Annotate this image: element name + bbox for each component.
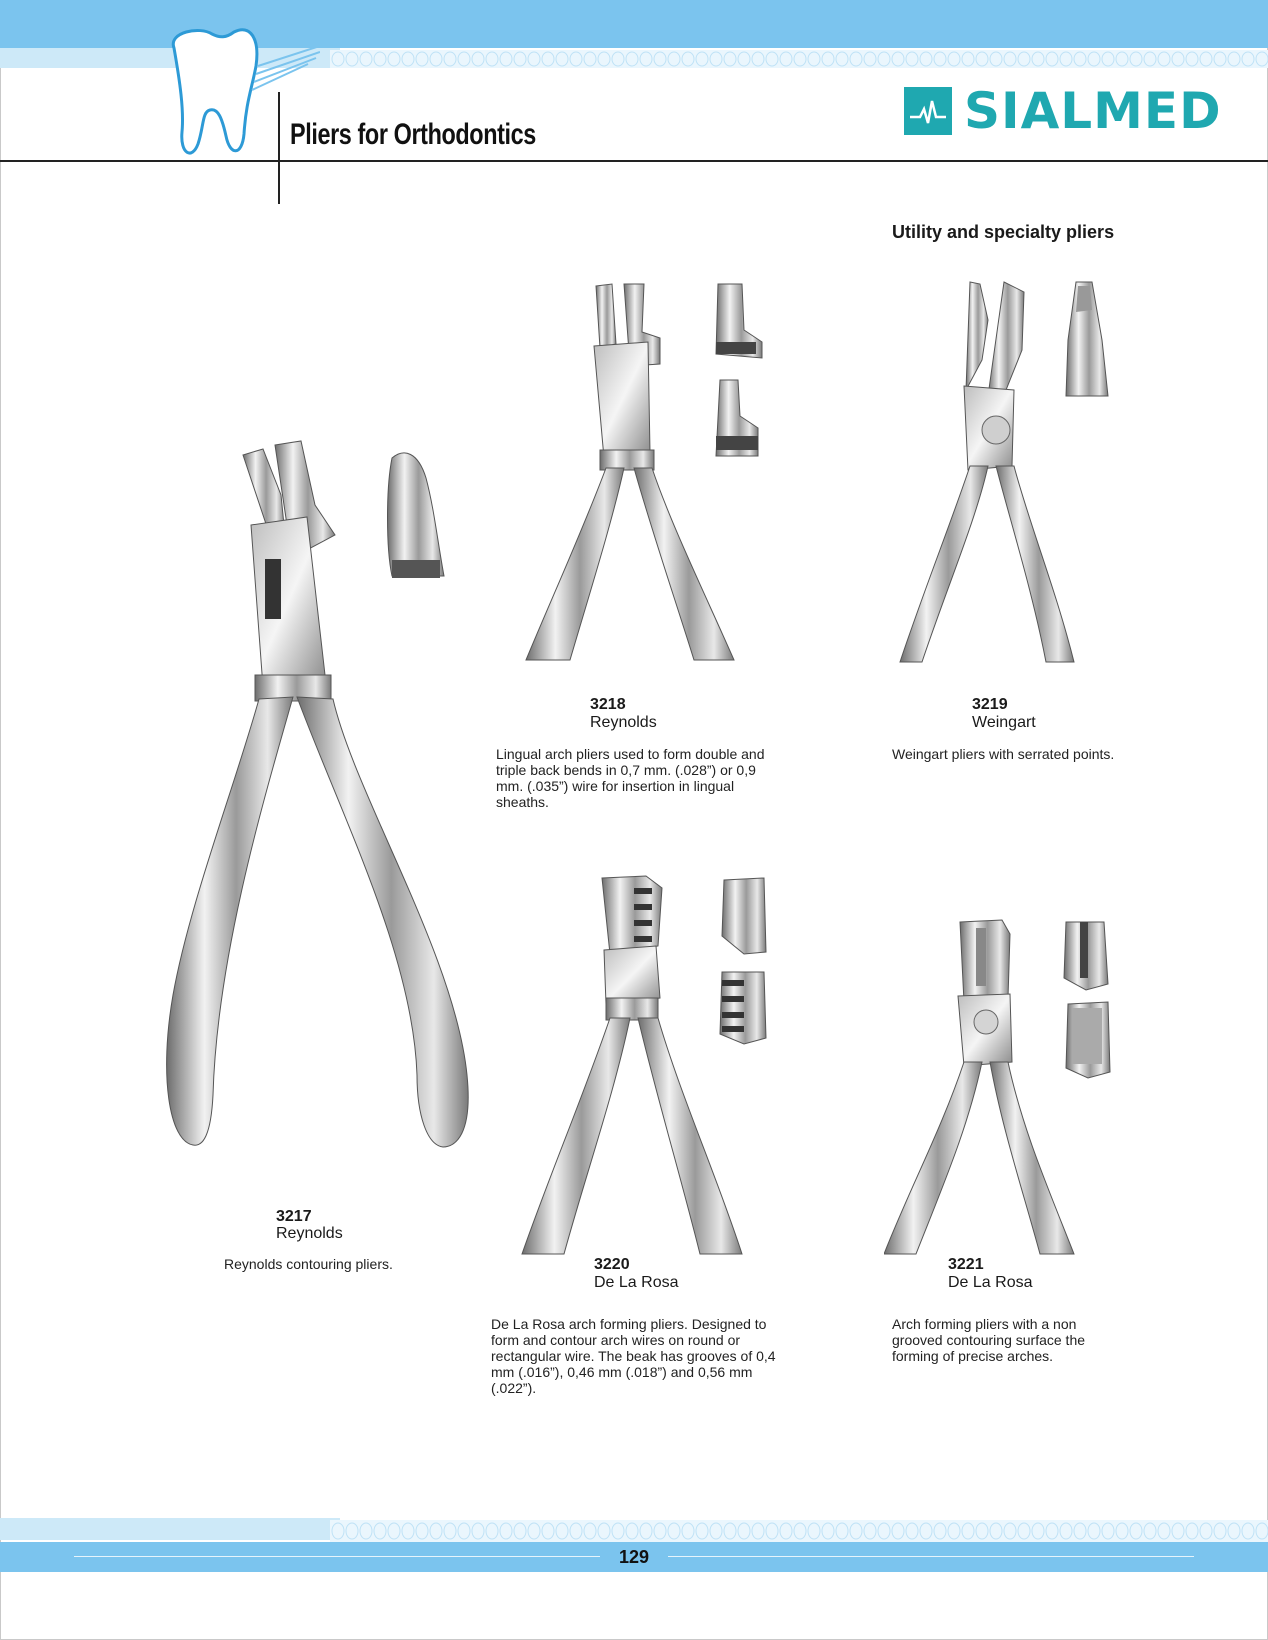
page-title: Pliers for Orthodontics <box>290 118 536 151</box>
pliers-3220-image <box>520 874 750 1256</box>
section-heading: Utility and specialty pliers <box>892 222 1115 242</box>
product-desc-3221: Arch forming pliers with a non grooved contouring surface the forming of precise arches. <box>892 1316 1086 1364</box>
product-desc-3218: Lingual arch pliers used to form double and triple back bends in 0,7 mm. (.028”) or 0,9 mm. (.035”) wire for insertion in lingual sheaths. <box>496 746 765 810</box>
product-desc-3217: Reynolds contouring pliers. <box>224 1256 393 1272</box>
product-code-3221: 3221 <box>948 1256 984 1273</box>
header-rule <box>0 160 1268 162</box>
product-name-3219: Weingart <box>972 714 1036 731</box>
brand-logo <box>904 84 1222 138</box>
product-name-3221: De La Rosa <box>948 1274 1033 1291</box>
pliers-3221-tip-image-1 <box>1060 918 1112 994</box>
pliers-3218-tip-image-1 <box>708 280 764 366</box>
pliers-3220-tip-image-1 <box>718 874 770 956</box>
product-name-3218: Reynolds <box>590 714 657 731</box>
bottom-band-light <box>0 1518 340 1540</box>
brand-name: SIALMED <box>964 82 1222 140</box>
pliers-3217-tip-image <box>382 448 452 584</box>
pliers-3219-tip-image <box>1062 280 1112 400</box>
page-number: 129 <box>600 1544 668 1570</box>
product-code-3217: 3217 <box>276 1208 312 1225</box>
product-desc-3219: Weingart pliers with serrated points. <box>892 746 1115 762</box>
product-name-3217: Reynolds <box>276 1225 343 1242</box>
pliers-3218-tip-image-2 <box>710 376 766 462</box>
product-desc-3220: De La Rosa arch forming pliers. Designed to form and contour arch wires on round or rectangular wire. The beak has grooves of 0,4 mm (.016”), 0,46 mm (.018”) and 0,56 mm (.022”). <box>491 1316 776 1396</box>
pliers-3220-tip-image-2 <box>718 968 770 1048</box>
pliers-3219-image <box>896 280 1086 664</box>
pliers-3221-image <box>884 918 1080 1256</box>
product-code-3218: 3218 <box>590 696 626 713</box>
product-name-3220: De La Rosa <box>594 1274 679 1291</box>
header-divider <box>278 92 280 204</box>
product-code-3219: 3219 <box>972 696 1008 713</box>
heartbeat-icon <box>904 87 952 135</box>
top-pattern <box>330 50 1268 68</box>
pliers-3221-tip-image-2 <box>1064 1000 1114 1080</box>
bottom-pattern <box>330 1520 1268 1542</box>
pliers-3218-image <box>520 282 740 662</box>
product-code-3220: 3220 <box>594 1256 630 1273</box>
